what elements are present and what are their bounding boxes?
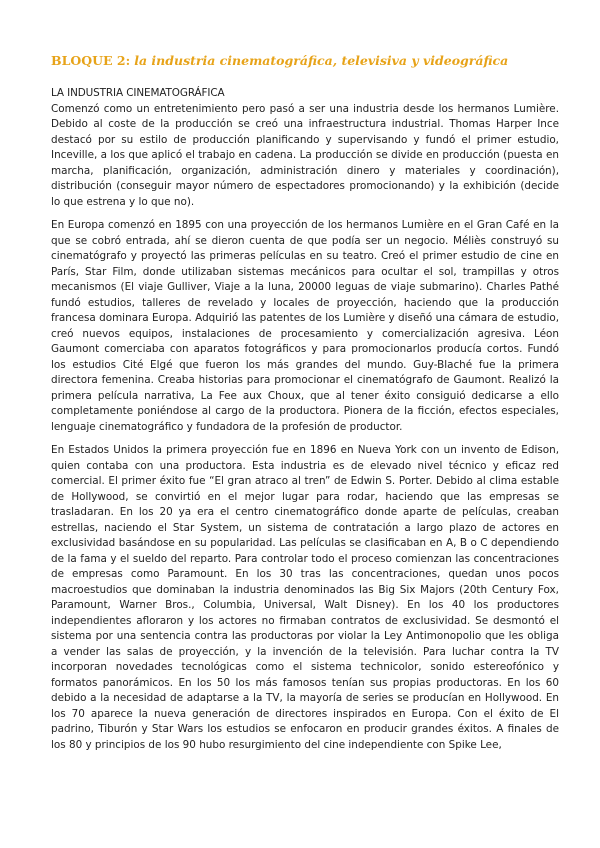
section-heading: LA INDUSTRIA CINEMATOGRÁFICA xyxy=(51,87,225,99)
paragraph-intro: Comenzó como un entretenimiento pero pasó a ser una industria desde los hermanos Lumière. Debido al coste de la producción se creó una infraestructura industrial. Thomas Harper Ince destacó por su estilo de producción planificando y supervisando y fundó el primer estudio, Inceville, a los que aplicó el trabajo en cadena. La producción se divide en producción (puesta en marcha, planificación, organización, administración dinero y materiales y coordinación), distribución (conseguir mayor número de espectadores promocionando) y la exhibición (decide lo que estrena y lo que no). xyxy=(51,102,559,208)
block-title xyxy=(51,53,551,68)
section-content xyxy=(51,86,559,761)
paragraph-usa: En Estados Unidos la primera proyección fue en 1896 en Nueva York con un invento de Edison, quien contaba con una productora. Esta industria es de elevado nivel técnico y eficaz red comercial. El primer éxito fue “El gran atraco al tren” de Edwin S. Porter. Debido al clima estable de Hollywood, se convirtió en el mejor lugar para rodar, haciendo que las empresas se trasladaran. En los 20 ya era el centro cinematográfico donde aparte de películas, creaban estrellas, naciendo el Star System, un sistema de contratación a largo plazo de actores en exclusividad basándose en su popularidad. Las películas se clasificaban en A, B o C dependiendo de la fama y el sueldo del reparto. Para controlar todo el proceso comienzan las concentraciones de empresas como Paramount. En los 30 tras las concentraciones, quedan unos pocos macroestudios que dominaban la industria denominados las Big Six Majors (20th Century Fox, Paramount, Warner Bros., Columbia, Universal, Walt Disney). En los 40 los productores independientes afloraron y los actores no firmaban contratos de exclusividad. Se desmontó el sistema por una sentencia contra las productoras por violar la Ley Antimonopolio que les obliga a vender las salas de proyección, y la invención de la televisión. Para luchar contra la TV incorporan novedades tecnológicas como el sistema technicolor, sonido estereofónico y formatos panorámicos. En los 50 los más famosos tenían sus propias productoras. En los 60 debido a la necesidad de adaptarse a la TV, la mayoría de series se producían en Hollywood. En los 70 aparece la nueva generación de directores inspirados en Europa. Con el éxito de El padrino, Tiburón y Star Wars los estudios se enfocaron en producir grandes éxitos. A finales de los 80 y principios de los 90 hubo resurgimiento del cine independiente con Spike Lee, xyxy=(51,444,559,751)
paragraph-europe: En Europa comenzó en 1895 con una proyección de los hermanos Lumière en el Gran Café en la que se cobró entrada, ahí se dieron cuenta de que podía ser un negocio. Méliès construyó su cinematógrafo y proyectó las primeras películas en su teatro. Creó el primer estudio de cine en París, Star Film, donde utilizaban sistemas mecánicos para ocultar el sol, trampillas y otros mecanismos (El viaje Gulliver, Viaje a la luna, 20000 leguas de viaje submarino). Charles Pathé fundó estudios, talleres de revelado y locales de proyección, haciendo que la producción francesa dominara Europa. Adquirió las patentes de los Lumière y diseñó una cámara de estudio, creó nuevos equipos, instalaciones de procesamiento y comercialización agresiva. Léon Gaumont comerciaba con aparatos fotográficos y para promocionarlos producía cortos. Fundó los estudios Cité Elgé que fueron los más grandes del mundo. Guy-Blaché fue la primera directora femenina. Creaba historias para promocionar el cinematógrafo de Gaumont. Realizó la primera película narrativa, La Fee aux Choux, que al tener éxito consiguió dedicarse a ello completamente poniéndose al cargo de la productora. Pionera de la ficción, efectos especiales, lenguaje cinematográfico y fundadora de la profesión de productor. xyxy=(51,219,559,433)
block-subtitle: la industria cinematográfica, televisiva y videográfica xyxy=(134,53,509,68)
block-label: BLOQUE 2: xyxy=(51,53,131,68)
